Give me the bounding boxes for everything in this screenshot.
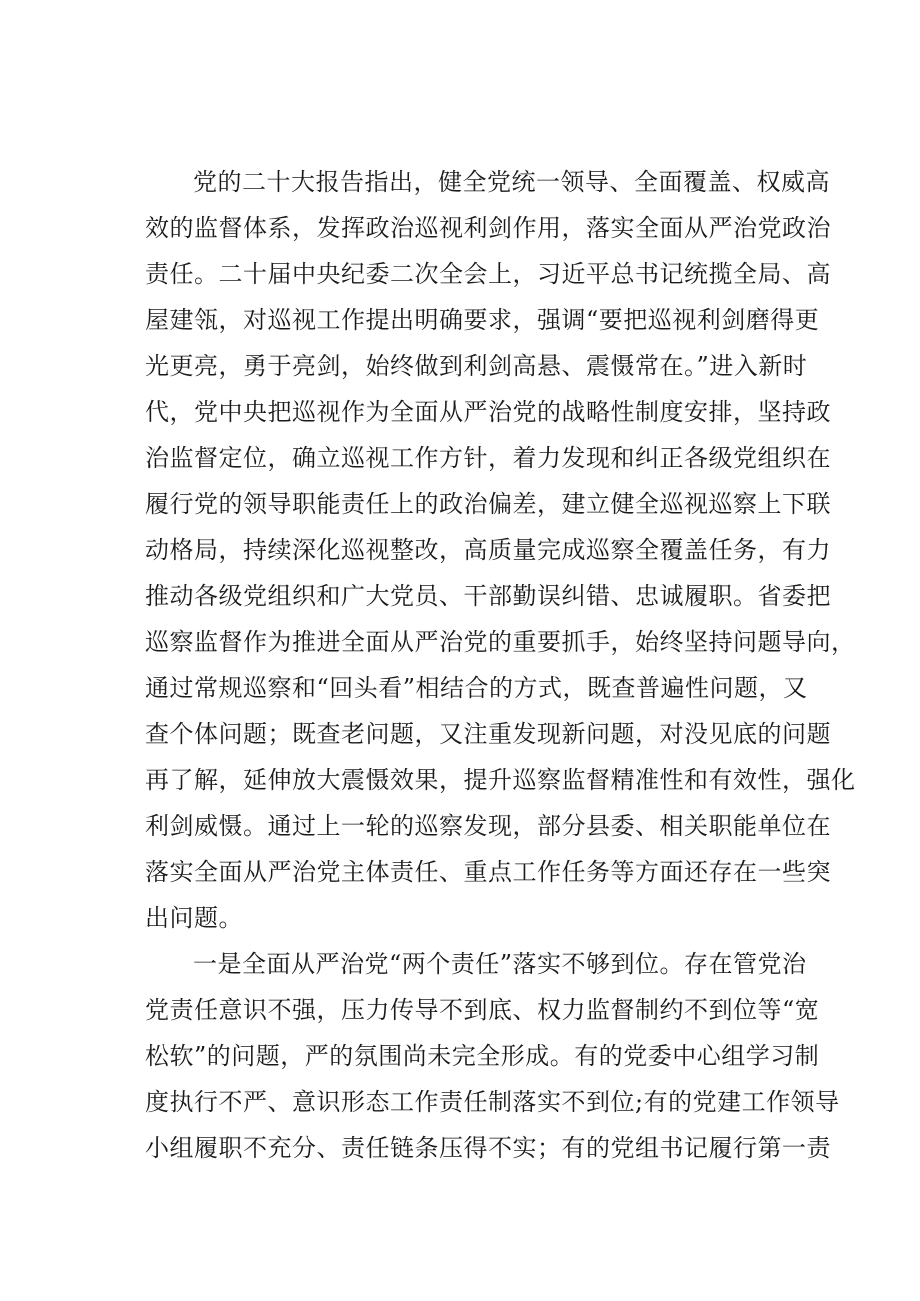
paragraph-2 [145, 941, 840, 1171]
text-line: 动格局，持续深化巡视整改，高质量完成巡察全覆盖任务，有力 [145, 536, 831, 564]
paragraph-1 [145, 159, 856, 941]
text-line: 松软”的问题，严的氛围尚未完全形成。有的党委中心组学习制 [145, 1042, 820, 1070]
text-line: 效的监督体系，发挥政治巡视利剑作用，落实全面从严治党政治 [145, 214, 831, 242]
text-line: 落实全面从严治党主体责任、重点工作任务等方面还存在一些突 [145, 858, 831, 886]
text-line: 代，党中央把巡视作为全面从严治党的战略性制度安排，坚持政 [145, 398, 831, 426]
text-line: 利剑威慑。通过上一轮的巡察发现，部分县委、相关职能单位在 [145, 812, 831, 840]
text-line: 光更亮，勇于亮剑，始终做到利剑高悬、震慑常在。”进入新时 [145, 352, 808, 380]
text-line: 责任。二十届中央纪委二次全会上，习近平总书记统揽全局、高 [145, 260, 831, 288]
text-line: 党的二十大报告指出，健全党统一领导、全面覆盖、权威高 [193, 168, 830, 196]
text-line: 治监督定位，确立巡视工作方针，着力发现和纠正各级党组织在 [145, 444, 831, 472]
text-line: 推动各级党组织和广大党员、干部勤误纠错、忠诚履职。省委把 [145, 582, 831, 610]
text-line: 一是全面从严治党“两个责任”落实不够到位。存在管党治 [193, 950, 807, 978]
document-body [145, 159, 856, 1171]
text-line: 巡察监督作为推进全面从严治党的重要抓手，始终坚持问题导向， [145, 628, 856, 656]
text-line: 查个体问题；既查老问题，又注重发现新问题，对没见底的问题 [145, 720, 831, 748]
text-line: 再了解，延伸放大震慑效果，提升巡察监督精准性和有效性，强化 [145, 766, 856, 794]
text-line: 履行党的领导职能责任上的政治偏差，建立健全巡视巡察上下联 [145, 490, 831, 518]
text-line: 度执行不严、意识形态工作责任制落实不到位;有的党建工作领导 [145, 1088, 840, 1116]
text-line: 小组履职不充分、责任链条压得不实；有的党组书记履行第一责 [145, 1134, 831, 1162]
text-line: 党责任意识不强，压力传导不到底、权力监督制约不到位等“宽 [145, 996, 820, 1024]
text-line: 屋建瓴，对巡视工作提出明确要求，强调“要把巡视利剑磨得更 [145, 306, 820, 334]
text-line: 通过常规巡察和“回头看”相结合的方式，既查普遍性问题，又 [145, 674, 808, 702]
text-line: 出问题。 [145, 904, 243, 932]
